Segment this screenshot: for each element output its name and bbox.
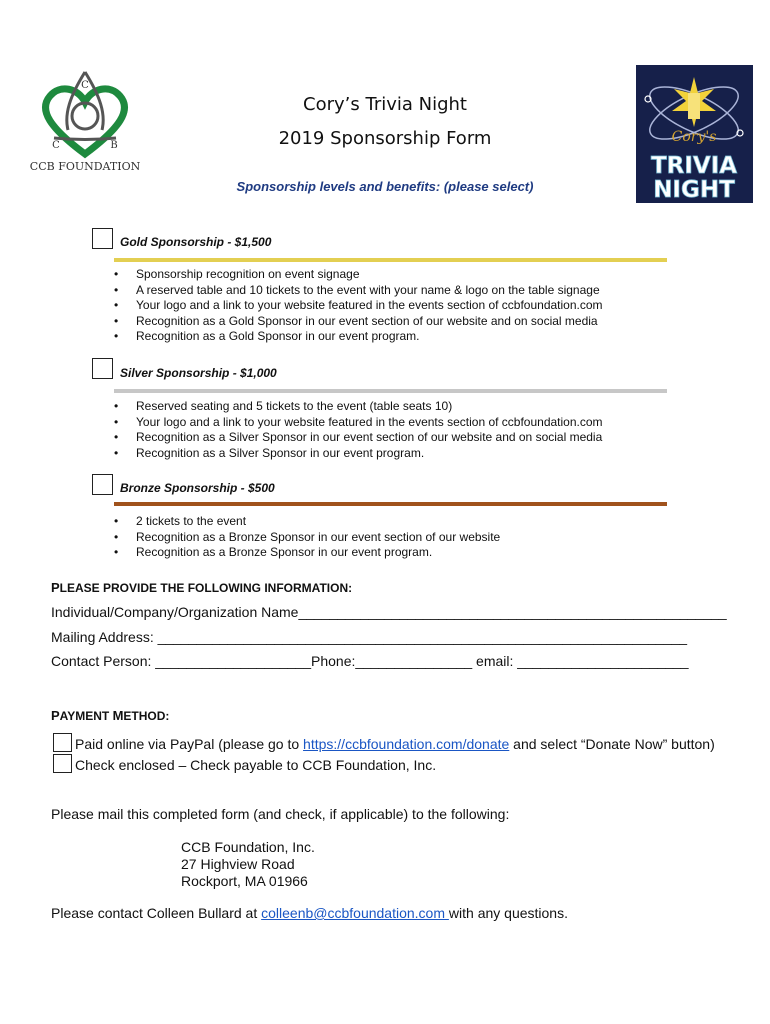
gold-benefits-list bbox=[114, 267, 674, 345]
silver-sponsorship-label: Silver Sponsorship - $1,000 bbox=[120, 366, 277, 380]
bronze-divider bbox=[114, 502, 667, 506]
email-field[interactable]: email: ______________________ bbox=[472, 653, 689, 669]
mail-address-line: Rockport, MA 01966 bbox=[181, 873, 308, 889]
bronze-sponsorship-label: Bronze Sponsorship - $500 bbox=[120, 481, 275, 495]
svg-text:C: C bbox=[52, 140, 60, 151]
svg-text:TRIVIA: TRIVIA bbox=[650, 153, 738, 179]
form-subtitle: Sponsorship levels and benefits: (please select) bbox=[236, 179, 534, 194]
form-title-line2: 2019 Sponsorship Form bbox=[278, 128, 492, 149]
form-title-line1: Cory’s Trivia Night bbox=[303, 94, 467, 115]
mailing-address-field[interactable]: Mailing Address: ____________________________________________________________________ bbox=[51, 629, 688, 645]
phone-field[interactable]: Phone:_______________ bbox=[311, 653, 473, 669]
check-checkbox[interactable] bbox=[53, 754, 72, 773]
list-item: • Sponsorship recognition on event signage bbox=[114, 267, 674, 283]
svg-text:C: C bbox=[81, 80, 89, 91]
mail-address-line: 27 Highview Road bbox=[181, 856, 295, 872]
paypal-option: Paid online via PayPal (please go to https://ccbfoundation.com/donate and select “Donate Now” button) bbox=[75, 736, 715, 752]
svg-text:B: B bbox=[110, 140, 118, 151]
mail-address-line: CCB Foundation, Inc. bbox=[181, 839, 315, 855]
info-heading: PLEASE PROVIDE THE FOLLOWING INFORMATION: bbox=[51, 580, 353, 595]
contact-instruction: Please contact Colleen Bullard at colleenb@ccbfoundation.com with any questions. bbox=[51, 905, 568, 921]
list-item: • Your logo and a link to your website featured in the events section of ccbfoundation.com bbox=[114, 415, 674, 431]
silver-sponsorship-checkbox[interactable] bbox=[92, 358, 113, 379]
list-item: • Recognition as a Silver Sponsor in our event section of our website and on social media bbox=[114, 430, 674, 446]
list-item: • Recognition as a Gold Sponsor in our event section of our website and on social media bbox=[114, 314, 674, 330]
contact-email-link[interactable]: colleenb@ccbfoundation.com bbox=[261, 905, 449, 921]
gold-sponsorship-checkbox[interactable] bbox=[92, 228, 113, 249]
svg-text:CCB FOUNDATION: CCB FOUNDATION bbox=[30, 160, 140, 173]
list-item: • Reserved seating and 5 tickets to the event (table seats 10) bbox=[114, 399, 674, 415]
bronze-benefits-list bbox=[114, 514, 674, 561]
check-option-label: Check enclosed – Check payable to CCB Foundation, Inc. bbox=[75, 757, 437, 773]
svg-text:Cory's: Cory's bbox=[671, 129, 717, 145]
contact-person-field[interactable]: Contact Person: ____________________ bbox=[51, 653, 311, 669]
paypal-checkbox[interactable] bbox=[53, 733, 72, 752]
gold-sponsorship-label: Gold Sponsorship - $1,500 bbox=[120, 235, 272, 249]
organization-name-field[interactable]: Individual/Company/Organization Name_______________________________________________________ bbox=[51, 604, 727, 620]
list-item: • A reserved table and 10 tickets to the event with your name & logo on the table signage bbox=[114, 283, 674, 299]
donate-link[interactable]: https://ccbfoundation.com/donate bbox=[303, 736, 510, 752]
trivia-night-logo bbox=[636, 65, 753, 203]
list-item: • 2 tickets to the event bbox=[114, 514, 674, 530]
ccb-foundation-logo bbox=[30, 66, 140, 176]
mail-instruction: Please mail this completed form (and check, if applicable) to the following: bbox=[51, 806, 510, 822]
payment-heading: PAYMENT METHOD: bbox=[51, 708, 170, 723]
list-item: • Recognition as a Silver Sponsor in our event program. bbox=[114, 446, 674, 462]
list-item: • Your logo and a link to your website featured in the events section of ccbfoundation.com bbox=[114, 298, 674, 314]
list-item: • Recognition as a Bronze Sponsor in our event section of our website bbox=[114, 530, 674, 546]
silver-benefits-list bbox=[114, 399, 674, 461]
svg-text:NIGHT: NIGHT bbox=[653, 177, 735, 203]
list-item: • Recognition as a Gold Sponsor in our event program. bbox=[114, 329, 674, 345]
gold-divider bbox=[114, 258, 667, 262]
list-item: • Recognition as a Bronze Sponsor in our event program. bbox=[114, 545, 674, 561]
silver-divider bbox=[114, 389, 667, 393]
contact-line bbox=[51, 653, 689, 669]
bronze-sponsorship-checkbox[interactable] bbox=[92, 474, 113, 495]
